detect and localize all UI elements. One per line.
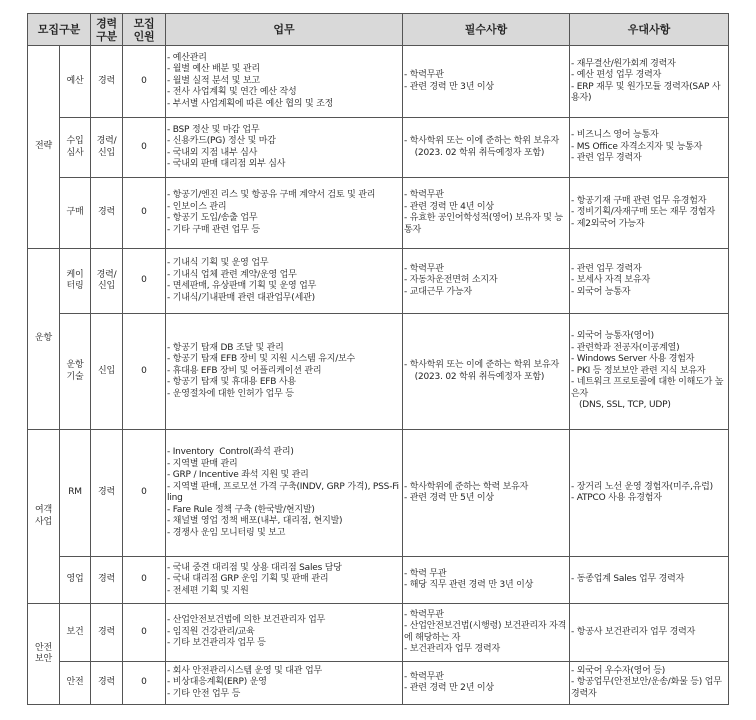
- duties-line: - 국내 중견 대리점 및 상용 대리점 Sales 담당: [167, 562, 342, 573]
- group-name: 여객 사업: [28, 430, 60, 604]
- duties-line: - BSP 정산 및 마감 업무: [167, 124, 260, 135]
- subcategory: 안전: [60, 662, 91, 705]
- requirements-cell: [403, 557, 570, 604]
- duties-cell: [166, 249, 403, 314]
- table-row: [28, 46, 729, 118]
- requirements-cell: [403, 46, 570, 118]
- preferred-line: - ATPCO 사용 유경험자: [571, 493, 662, 503]
- duties-line: - 항공기 탑재 EFB 장비 및 지원 시스템 유지/보수: [167, 354, 356, 365]
- requirements-line: - 유효한 공인어학성적(영어) 보유자 및 능통자: [404, 213, 563, 235]
- duties-line: - 운영절차에 대한 인허가 업무 등: [167, 388, 294, 399]
- header-preferred: 우대사항: [570, 14, 729, 46]
- preferred-line: - 외국어 우수자(영어 등): [571, 665, 666, 676]
- requirements-line: - 학력무관: [404, 609, 444, 620]
- preferred-line: - 장거리 노선 운영 경험자(미주,유럽): [571, 481, 713, 492]
- table-row: [28, 249, 729, 314]
- requirements-line: - 자동차운전면허 소지자: [404, 275, 498, 286]
- preferred-cell: [570, 557, 729, 604]
- career-type: 신입: [91, 314, 123, 430]
- requirements-line: (2023. 02 학위 취득예정자 포함): [404, 147, 545, 158]
- preferred-line: - 항공사 보건관리자 업무 경력자: [571, 626, 696, 637]
- preferred-cell: [570, 46, 729, 118]
- preferred-line: - 정비기획/자재구매 또는 재무 경험자: [571, 207, 715, 218]
- requirements-line: - 학사학위 또는 이에 준하는 학위 보유자: [404, 136, 559, 146]
- table-row: [28, 430, 729, 557]
- requirements-cell: [403, 249, 570, 314]
- preferred-cell: [570, 604, 729, 662]
- requirements-line: (2023. 02 학위 취득예정자 포함): [404, 371, 545, 382]
- requirements-line: - 학력 무관: [404, 568, 447, 579]
- duties-line: - 항공기 도입/송출 업무: [167, 213, 258, 223]
- headcount: 0: [123, 314, 166, 430]
- duties-line: - 휴대용 EFB 장비 및 어플리케이션 관리: [167, 365, 322, 376]
- career-type: 경력: [91, 46, 123, 118]
- preferred-line: - PKI 등 정보보안 관련 지식 보유자: [571, 365, 706, 376]
- duties-line: - 국내외 지점 내부 심사: [167, 147, 258, 158]
- duties-cell: [166, 46, 403, 118]
- preferred-cell: [570, 314, 729, 430]
- career-type: 경력/ 신입: [91, 118, 123, 178]
- requirements-line: - 학력무관: [404, 671, 444, 682]
- career-type: 경력/ 신입: [91, 249, 123, 314]
- subcategory: 케이 터링: [60, 249, 91, 314]
- header-row: [28, 14, 729, 46]
- preferred-cell: [570, 430, 729, 557]
- duties-line: - 면세판매, 유상판매 기획 및 운영 업무: [167, 281, 317, 291]
- preferred-line: - 관련 업무 경력자: [571, 153, 642, 164]
- duties-line: - 채널별 영업 정책 배포(내부, 대리점, 현지발): [167, 516, 343, 526]
- career-type: 경력: [91, 557, 123, 604]
- duties-line: - 국내외 판매 대리점 외부 심사: [167, 159, 286, 169]
- requirements-cell: [403, 178, 570, 249]
- headcount: 0: [123, 118, 166, 178]
- requirements-cell: [403, 314, 570, 430]
- duties-line: - 신용카드(PG) 정산 및 마감: [167, 136, 276, 146]
- duties-line: - 항공기 탑재 및 휴대용 EFB 사용: [167, 377, 296, 388]
- preferred-line: (DNS, SSL, TCP, UDP): [571, 400, 671, 411]
- requirements-line: - 해당 직무 관련 경력 만 3년 이상: [404, 580, 534, 590]
- requirements-cell: [403, 604, 570, 662]
- requirements-line: - 보건관리자 업무 경력자: [404, 644, 500, 654]
- career-type: 경력: [91, 604, 123, 662]
- duties-line: - 항공기 탑재 DB 조달 및 관리: [167, 342, 284, 353]
- subcategory: 운항 기술: [60, 314, 91, 430]
- duties-line: - 기내식/기내판매 관련 대관업무(세관): [167, 292, 315, 303]
- group-name: 전략: [28, 46, 60, 249]
- preferred-cell: [570, 249, 729, 314]
- preferred-line: - 제2외국어 가능자: [571, 218, 645, 229]
- preferred-line: - 동종업계 Sales 업무 경력자: [571, 574, 685, 585]
- duties-line: - 전세편 기획 및 지원: [167, 585, 249, 596]
- requirements-line: - 관련 경력 만 3년 이상: [404, 81, 494, 92]
- header-headcount: 모집 인원: [123, 14, 166, 46]
- subcategory: 구매: [60, 178, 91, 249]
- headcount: 0: [123, 557, 166, 604]
- subcategory: 예산: [60, 46, 91, 118]
- group-name: 안전 보안: [28, 604, 60, 705]
- duties-line: - 예산관리: [167, 52, 207, 63]
- requirements-line: - 학력무관: [404, 70, 444, 80]
- header-requirements: 필수사항: [403, 14, 570, 46]
- duties-line: - Fare Rule 정책 구축 (한국발/현지발): [167, 504, 315, 515]
- table-row: [28, 314, 729, 430]
- subcategory: RM: [60, 430, 91, 557]
- requirements-line: - 관련 경력 만 5년 이상: [404, 493, 494, 503]
- duties-cell: [166, 178, 403, 249]
- career-type: 경력: [91, 178, 123, 249]
- duties-line: - Inventory Control(좌석 관리): [167, 447, 294, 457]
- duties-line: - 기타 안전 업무 등: [167, 688, 241, 699]
- preferred-line: - 관련 업무 경력자: [571, 263, 642, 274]
- requirements-cell: [403, 662, 570, 705]
- duties-line: - 임직원 건강관리/교육: [167, 626, 255, 637]
- duties-line: - 비상대응계획(ERP) 운영: [167, 677, 267, 688]
- duties-line: - 항공기/엔진 리스 및 항공유 구매 계약서 검토 및 관리: [167, 190, 376, 200]
- requirements-line: - 학력무관: [404, 263, 444, 274]
- requirements-cell: [403, 430, 570, 557]
- headcount: 0: [123, 430, 166, 557]
- preferred-line: - MS Office 자격소지자 및 능통자: [571, 141, 703, 152]
- duties-line: - 회사 안전관리시스템 운영 및 대관 업무: [167, 665, 322, 676]
- duties-line: - 지역별 판매 관리: [167, 458, 238, 469]
- header-duties: 업무: [166, 14, 403, 46]
- subcategory: 보건: [60, 604, 91, 662]
- preferred-cell: [570, 178, 729, 249]
- duties-cell: [166, 314, 403, 430]
- duties-line: - 기타 구매 관련 업무 등: [167, 224, 260, 235]
- preferred-line: - 관련학과 전공자(이공계열): [571, 342, 680, 353]
- table-row: [28, 662, 729, 705]
- requirements-line: - 관련 경력 만 4년 이상: [404, 201, 494, 212]
- duties-line: - 국내 대리점 GRP 운임 기획 및 판매 관리: [167, 574, 329, 585]
- preferred-line: - 외국어 능통자: [571, 286, 631, 297]
- duties-line: - 기내식 업체 관련 계약/운영 업무: [167, 269, 297, 280]
- requirements-line: - 산업안전보건법(시행령) 보건관리자 자격에 해당하는 자: [404, 621, 567, 643]
- duties-line: - 부서별 사업계획에 따른 예산 협의 및 조정: [167, 98, 334, 109]
- duties-cell: [166, 662, 403, 705]
- table-row: [28, 557, 729, 604]
- headcount: 0: [123, 604, 166, 662]
- requirements-line: - 학력무관: [404, 190, 444, 200]
- group-name: 운항: [28, 249, 60, 430]
- header-career-type: 경력 구분: [91, 14, 123, 46]
- career-type: 경력: [91, 430, 123, 557]
- duties-line: - 지역별 판매, 프로모션 가격 구축(INDV, GRP 가격), PSS-Filing: [167, 481, 399, 503]
- preferred-line: - 비즈니스 영어 능통자: [571, 130, 659, 141]
- recruitment-table: [27, 13, 729, 705]
- headcount: 0: [123, 662, 166, 705]
- duties-line: - 월별 예산 배분 및 관리: [167, 64, 260, 75]
- preferred-cell: [570, 118, 729, 178]
- duties-line: - 인보이스 관리: [167, 201, 227, 212]
- duties-line: - 기타 보건관리자 업무 등: [167, 638, 266, 649]
- headcount: 0: [123, 46, 166, 118]
- subcategory: 수입 심사: [60, 118, 91, 178]
- preferred-line: - Windows Server 사용 경험자: [571, 354, 695, 365]
- requirements-cell: [403, 118, 570, 178]
- preferred-line: - 재무결산/원가회계 경력자: [571, 58, 676, 69]
- table-row: [28, 118, 729, 178]
- preferred-line: - 네트워크 프로토콜에 대한 이해도가 높은자: [571, 377, 724, 399]
- subcategory: 영업: [60, 557, 91, 604]
- career-type: 경력: [91, 662, 123, 705]
- table-row: [28, 178, 729, 249]
- duties-line: - GRP / Incentive 좌석 지원 및 관리: [167, 470, 309, 480]
- preferred-line: - ERP 재무 및 원가모듈 경력자(SAP 사용자): [571, 81, 721, 103]
- requirements-line: - 관련 경력 만 2년 이상: [404, 683, 494, 693]
- duties-line: - 경쟁사 운임 모니터링 및 보고: [167, 527, 286, 538]
- table-row: [28, 604, 729, 662]
- duties-line: - 월별 실적 분석 및 보고: [167, 75, 260, 86]
- header-category: 모집구분: [28, 14, 91, 46]
- preferred-cell: [570, 662, 729, 705]
- headcount: 0: [123, 249, 166, 314]
- headcount: 0: [123, 178, 166, 249]
- duties-line: - 산업안전보건법에 의한 보건관리자 업무: [167, 615, 326, 626]
- duties-cell: [166, 557, 403, 604]
- duties-line: - 전사 사업계획 및 연간 예산 작성: [167, 87, 297, 98]
- duties-cell: [166, 118, 403, 178]
- requirements-line: - 학사학위 또는 이에 준하는 학위 보유자: [404, 360, 559, 370]
- requirements-line: - 학사학위에 준하는 학력 보유자: [404, 481, 529, 492]
- duties-cell: [166, 430, 403, 557]
- preferred-line: - 항공업무(안전보안/운송/화물 등) 업무 경력자: [571, 677, 725, 699]
- preferred-line: - 예산 편성 업무 경력자: [571, 70, 662, 80]
- preferred-line: - 항공기재 구매 관련 업무 유경험자: [571, 195, 707, 206]
- preferred-line: - 외국어 능통자(영어): [571, 331, 654, 342]
- duties-cell: [166, 604, 403, 662]
- duties-line: - 기내식 기획 및 운영 업무: [167, 258, 269, 268]
- requirements-line: - 교대근무 가능자: [404, 286, 472, 297]
- preferred-line: - 보세사 자격 보유자: [571, 275, 650, 286]
